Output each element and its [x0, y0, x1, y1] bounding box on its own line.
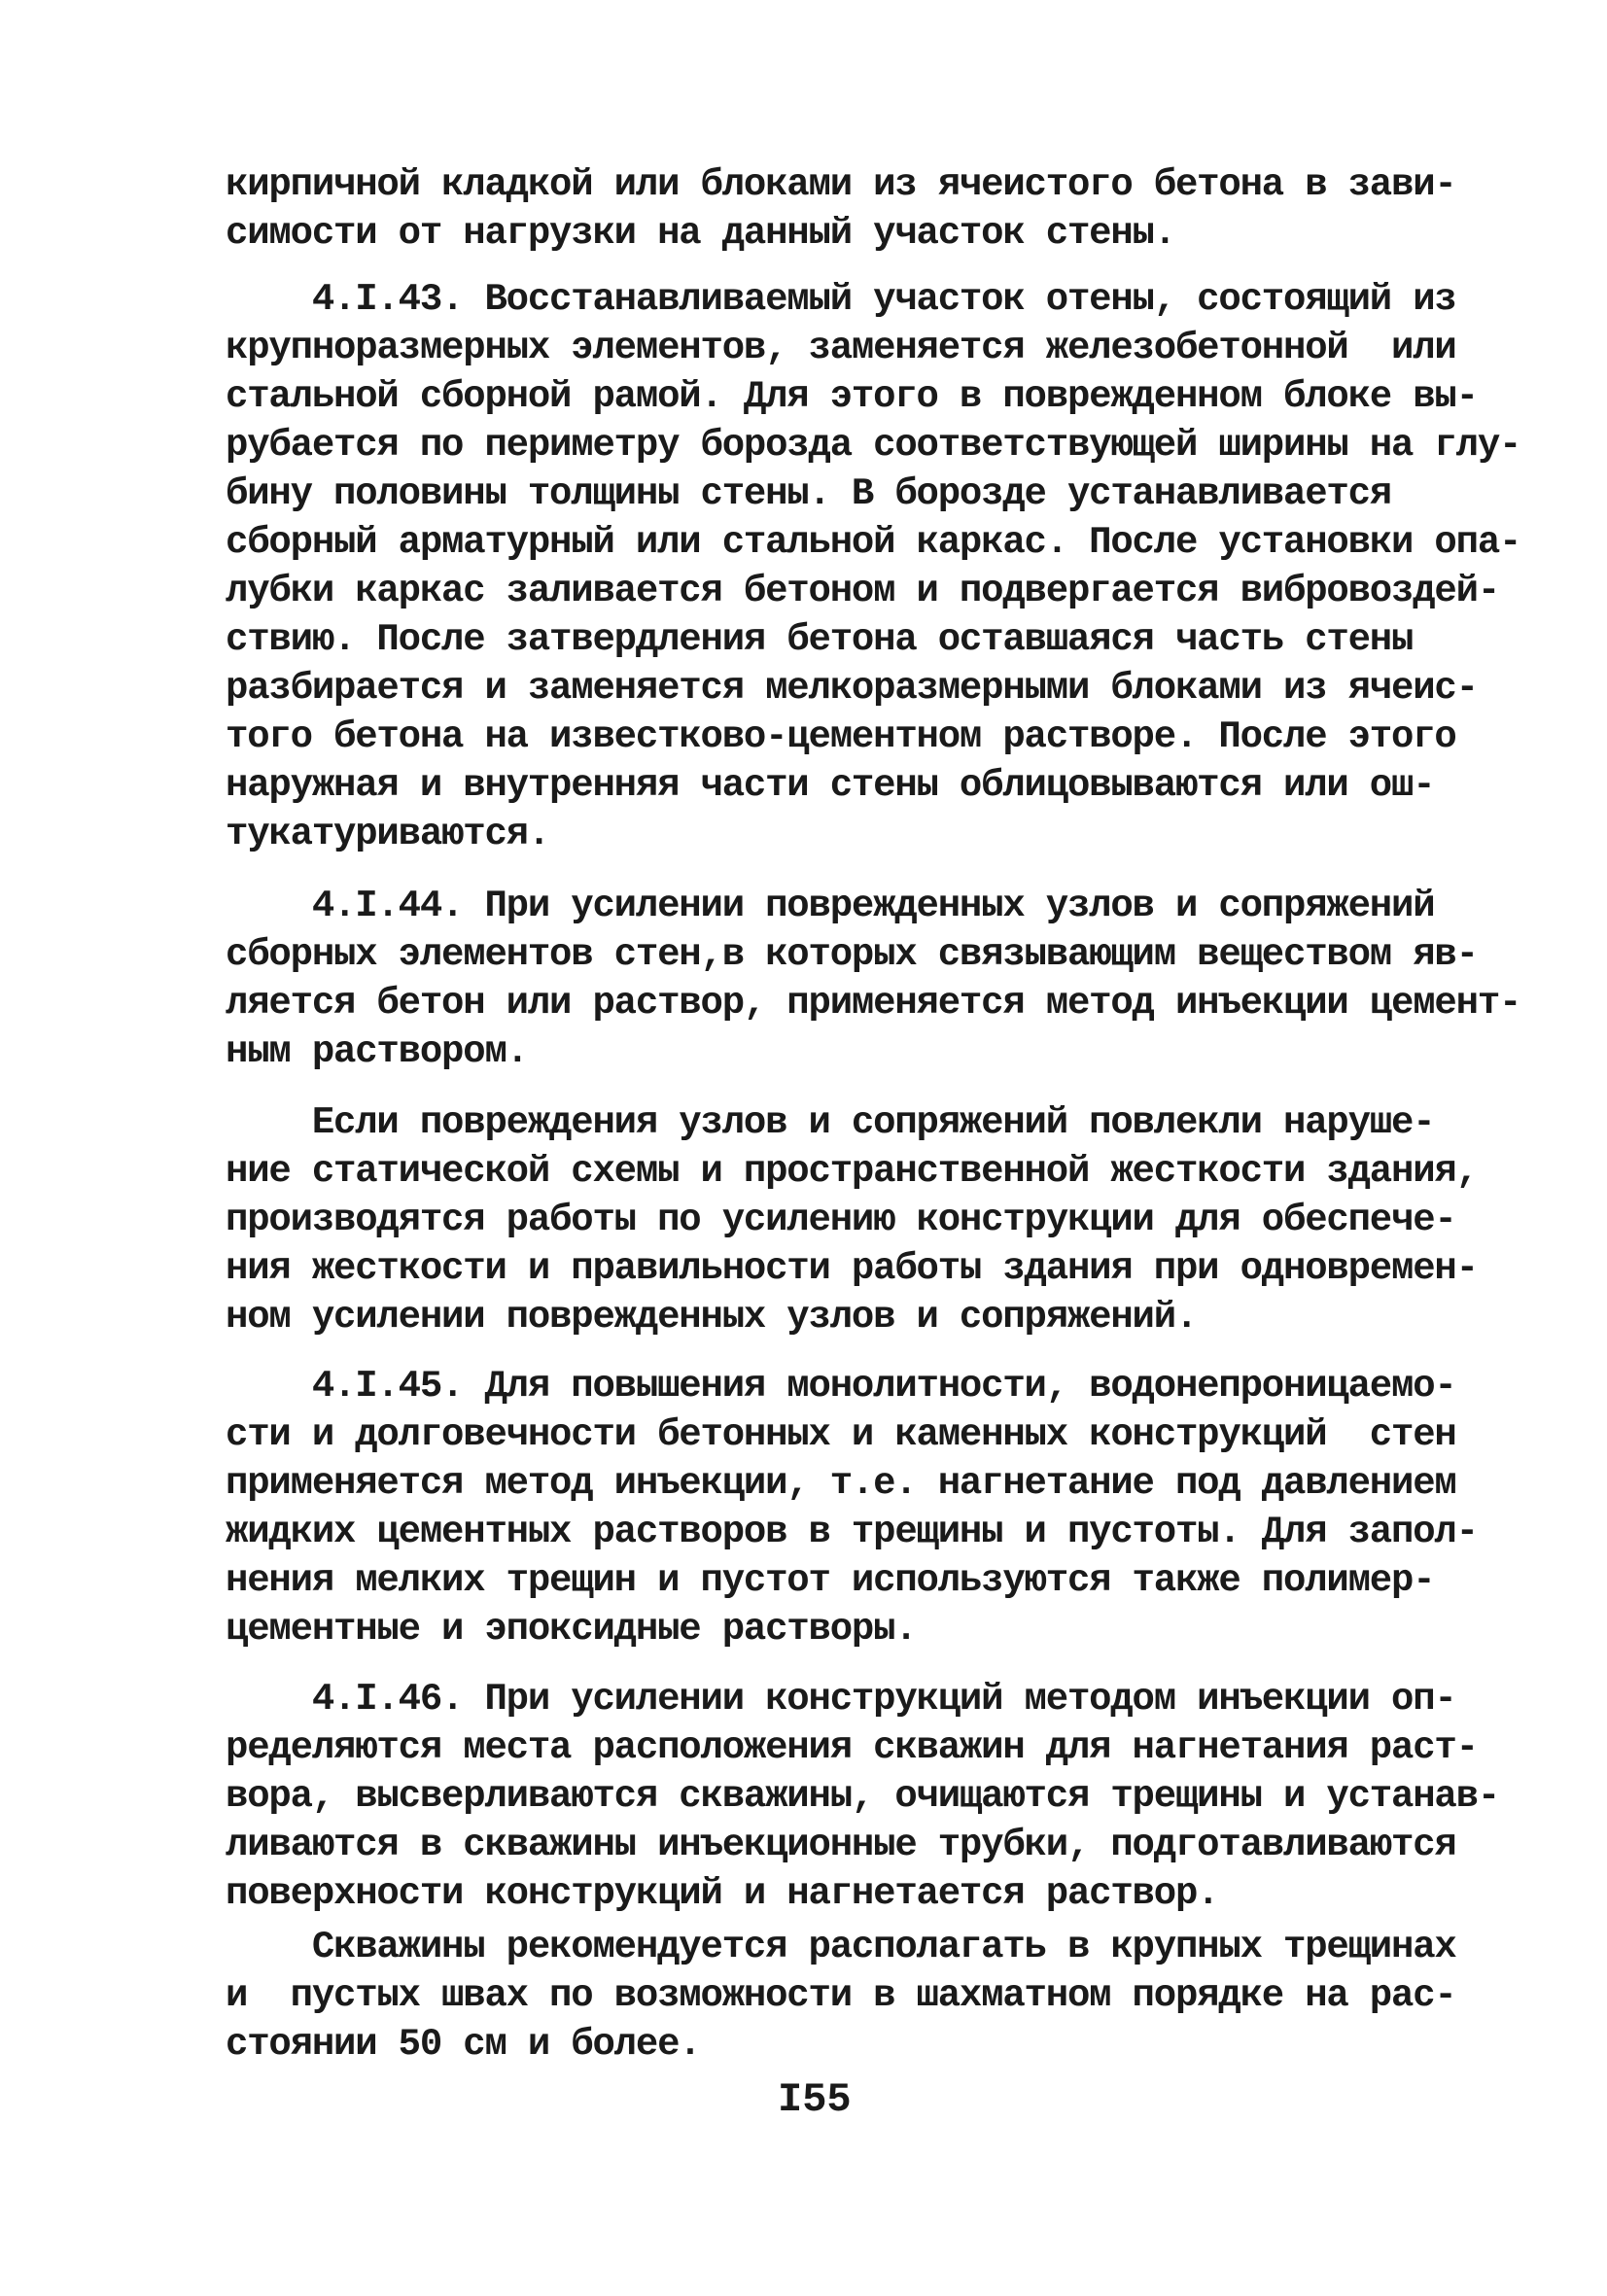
- text-line: Скважины рекомендуется располагать в крупных трещинах: [226, 1926, 1456, 1968]
- text-line: кирпичной кладкой или блоками из ячеистого бетона в зави-: [226, 163, 1456, 206]
- text-line: стоянии 50 см и более.: [226, 2023, 701, 2066]
- text-line: ния жесткости и правильности работы здания при одновремен-: [226, 1247, 1478, 1290]
- text-line: тукатуриваются.: [226, 813, 550, 855]
- text-line: ливаются в скважины инъекционные трубки, подготавливаются: [226, 1824, 1456, 1866]
- text-line: поверхности конструкций и нагнетается раствор.: [226, 1872, 1219, 1915]
- text-line: и пустых швах по возможности в шахматном порядке на рас-: [226, 1974, 1456, 2017]
- text-line: того бетона на известково-цементном растворе. После этого: [226, 715, 1456, 758]
- text-line: ние статической схемы и пространственной жесткости здания,: [226, 1150, 1478, 1193]
- text-line: стальной сборной рамой. Для этого в поврежденном блоке вы-: [226, 375, 1478, 418]
- text-line: ределяются места расположения скважин для нагнетания раст-: [226, 1726, 1478, 1769]
- text-line: ном усилении поврежденных узлов и сопряжений.: [226, 1296, 1198, 1339]
- text-line: наружная и внутренняя части стены облицовываются или ош-: [226, 764, 1435, 807]
- text-line: ляется бетон или раствор, применяется метод инъекции цемент-: [226, 982, 1521, 1025]
- text-line: сборный арматурный или стальной каркас. После установки опа-: [226, 521, 1521, 564]
- text-line: 4.I.45. Для повышения монолитности, водонепроницаемо-: [226, 1365, 1456, 1408]
- text-line: лубки каркас заливается бетоном и подвергается вибровоздей-: [226, 570, 1500, 612]
- text-line: жидких цементных растворов в трещины и пустоты. Для запол-: [226, 1511, 1478, 1553]
- text-line: Если повреждения узлов и сопряжений повлекли наруше-: [226, 1101, 1435, 1144]
- text-line: цементные и эпоксидные растворы.: [226, 1608, 917, 1651]
- text-line: ным раствором.: [226, 1030, 528, 1073]
- text-line: 4.I.43. Восстанавливаемый участок отены, состоящий из: [226, 278, 1456, 321]
- text-line: бину половины толщины стены. В борозде устанавливается: [226, 472, 1392, 515]
- page-number: I55: [778, 2076, 852, 2123]
- text-line: применяется метод инъекции, т.е. нагнетание под давлением: [226, 1462, 1456, 1505]
- text-line: ствию. После затвердления бетона оставшаяся часть стены: [226, 618, 1414, 661]
- text-line: 4.I.46. При усилении конструкций методом инъекции оп-: [226, 1678, 1456, 1721]
- text-line: сборных элементов стен,в которых связывающим веществом яв-: [226, 933, 1478, 976]
- text-line: сти и долговечности бетонных и каменных конструкций стен: [226, 1413, 1456, 1456]
- text-line: рубается по периметру борозда соответствующей ширины на глу-: [226, 424, 1521, 467]
- text-line: вора, высверливаются скважины, очищаются трещины и устанав-: [226, 1775, 1500, 1818]
- text-line: производятся работы по усилению конструкции для обеспече-: [226, 1199, 1456, 1241]
- text-line: крупноразмерных элементов, заменяется железобетонной или: [226, 327, 1456, 369]
- text-line: симости от нагрузки на данный участок стены.: [226, 212, 1175, 255]
- text-line: 4.I.44. При усилении поврежденных узлов и сопряжений: [226, 885, 1435, 927]
- text-line: нения мелких трещин и пустот используются также полимер-: [226, 1559, 1435, 1602]
- text-line: разбирается и заменяется мелкоразмерными блоками из ячеис-: [226, 667, 1478, 710]
